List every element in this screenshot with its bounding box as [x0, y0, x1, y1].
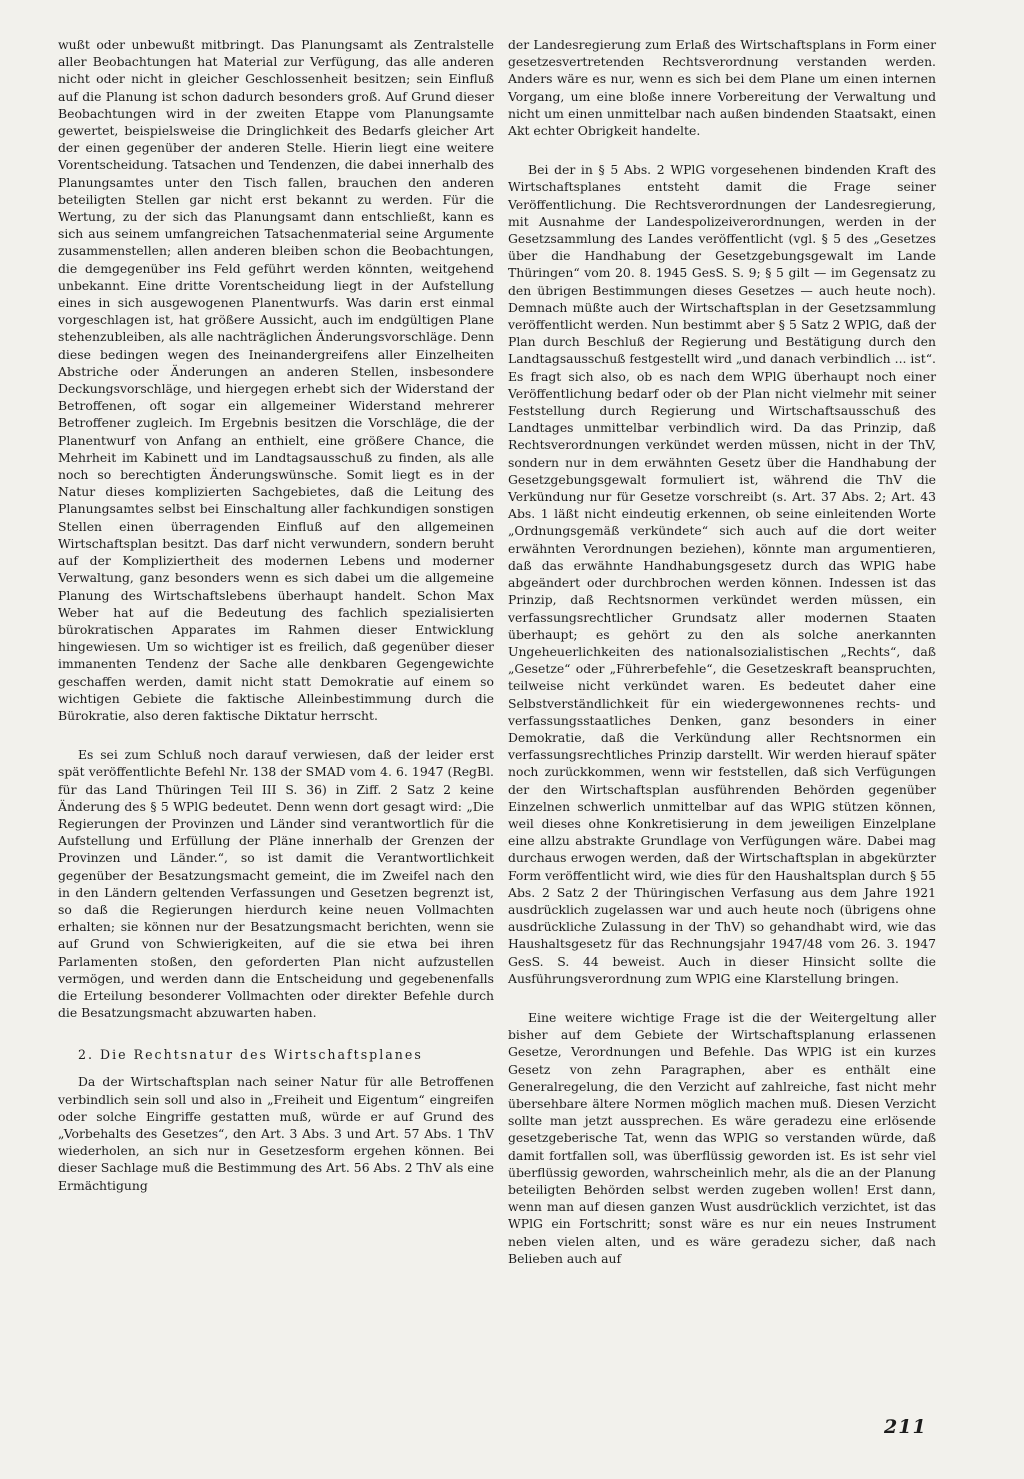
section-heading: 2. Die Rechtsnatur des Wirtschaftsplanes	[78, 1047, 423, 1063]
left-column	[58, 36, 494, 1194]
page-number: 211	[884, 1416, 927, 1438]
right-column	[508, 36, 936, 1267]
left-paragraph-2: Es sei zum Schluß noch darauf verwiesen, daß der leider erst spät veröffentlichte Befehl Nr. 138 der SMAD vom 4. 6. 1947 (RegBl. für das Land Thüringen Teil III S. 36) in Ziff. 2 Satz 2 keine Änderung des § 5 WPlG bedeutet. Denn wenn dort gesagt wird: „Die Regierungen der Provinzen und Länder sind verantwortlich für die Aufstellung und Erfüllung der Pläne innerhalb der Grenzen der Provinzen und Länder.“, so ist damit die Verantwortlichkeit gegenüber der Besatzungsmacht gemeint, die im Zweifel nach den in den Ländern geltenden Verfassungen und Gesetzen begrenzt ist, so daß die Regierungen hierdurch keine neuen Vollmachten erhalten; sie können nur der Besatzungsmacht berichten, wenn sie auf Grund von Schwierigkeiten, auf die sie etwa bei ihren Parlamenten stoßen, den geforderten Plan nicht aufzustellen vermögen, und werden dann die Entscheidung und gegebenenfalls die Erteilung besonderer Vollmachten oder direkter Befehle durch die Besatzungsmacht abzuwarten haben.	[58, 747, 494, 1021]
right-paragraph-2: Bei der in § 5 Abs. 2 WPlG vorgesehenen bindenden Kraft des Wirtschaftsplanes entsteht damit die Frage seiner Veröffentlichung. Die Rechtsverordnungen der Landesregierung, mit Ausnahme der Landespolizeiverordnungen, werden in der Gesetzsammlung des Landes veröffentlicht (vgl. § 5 des „Gesetzes über die Handhabung der Gesetzgebungsgewalt im Lande Thüringen“ vom 20. 8. 1945 GesS. S. 9; § 5 gilt — im Gegensatz zu den übrigen Bestimmungen dieses Gesetzes — auch heute noch). Demnach müßte auch der Wirtschaftsplan in der Gesetzsammlung veröffentlicht werden. Nun bestimmt aber § 5 Satz 2 WPlG, daß der Plan durch Beschluß der Regierung und Bestätigung durch den Landtagsausschuß festgestellt wird „und danach verbindlich ... ist“. Es fragt sich also, ob es nach dem WPlG überhaupt noch einer Veröffentlichung bedarf oder ob der Plan nicht vielmehr mit seiner Feststellung durch Regierung und Wirtschaftsausschuß des Landtages unmittelbar verbindlich wird. Da das Prinzip, daß Rechtsverordnungen verkündet werden müssen, nicht in der ThV, sondern nur in dem erwähnten Gesetz über die Handhabung der Gesetzgebungsgewalt formuliert ist, während die ThV die Verkündung nur für Gesetze vorschreibt (s. Art. 37 Abs. 2; Art. 43 Abs. 1 läßt nicht eindeutig erkennen, ob seine einleitenden Worte „Ordnungsgemäß verkündete“ sich auch auf die dort weiter erwähnten Verordnungen beziehen), könnte man argumentieren, daß das erwähnte Handhabungsgesetz durch das WPlG habe abgeändert oder durchbrochen werden können. Indessen ist das Prinzip, daß Rechtsnormen verkündet werden müssen, ein verfassungsrechtlicher Grundsatz aller modernen Staaten überhaupt; es gehört zu den als solche anerkannten Ungeheuerlichkeiten des nationalsozialistischen „Rechts“, daß „Gesetze“ oder „Führerbefehle“, die Gesetzeskraft beanspruchten, teilweise nicht verkündet waren. Es bedeutet daher eine Selbstverständlichkeit für ein wiedergewonnenes rechts- und verfassungsstaatliches Denken, ganz besonders in einer Demokratie, daß die Verkündung aller Rechtsnormen ein verfassungsrechtliches Prinzip darstellt. Wir werden hierauf später noch zurückkommen, wenn wir feststellen, daß sich Verfügungen der den Wirtschaftsplan ausführenden Behörden gegenüber Einzelnen schwerlich unmittelbar auf das WPlG stützen können, weil dieses ohne Konkretisierung in dem jeweiligen Einzelplane eine allzu abstrakte Grundlage von Verfügungen wäre. Dabei mag durchaus erwogen werden, daß der Wirtschaftsplan in abgekürzter Form veröffentlicht wird, wie dies für den Haushaltsplan durch § 55 Abs. 2 Satz 2 der Thüringischen Verfasung aus dem Jahre 1921 ausdrücklich zugelassen war und auch heute noch (übrigens ohne ausdrückliche Zulassung in der ThV) so gehandhabt wird, wie das Haushaltsgesetz für das Rechnungsjahr 1947/48 vom 26. 3. 1947 GesS. S. 44 beweist. Auch in dieser Hinsicht sollte die Ausführungsverordnung zum WPlG eine Klarstellung bringen.	[508, 162, 936, 986]
right-paragraph-3: Eine weitere wichtige Frage ist die der Weitergeltung aller bisher auf dem Gebiete der Wirtschaftsplanung erlassenen Gesetze, Verordnungen und Befehle. Das WPlG ist ein kurzes Gesetz von zehn Paragraphen, aber es enthält eine Generalregelung, die den Verzicht auf zahlreiche, fast nicht mehr übersehbare ältere Normen möglich machen muß. Diesen Verzicht sollte man jetzt aussprechen. Es wäre geradezu eine erlösende gesetzgeberische Tat, wenn das WPlG so verstanden würde, daß damit fortfallen soll, was überflüssig geworden ist. Es ist sehr viel überflüssig geworden, wahrscheinlich mehr, als die an der Planung beteiligten Behörden selbst werden zugeben wollen! Erst dann, wenn man auf diesen ganzen Wust ausdrücklich verzichtet, ist das WPlG ein Fortschritt; sonst wäre es nur ein neues Instrument neben vielen alten, und es wäre geradezu sicher, daß nach Belieben auch auf	[508, 1009, 936, 1266]
left-paragraph-3: Da der Wirtschaftsplan nach seiner Natur für alle Betroffenen verbindlich sein soll und also in „Freiheit und Eigentum“ eingreifen oder solche Eingriffe gestatten muß, würde er auf Grund des „Vorbehalts des Gesetzes“, den Art. 3 Abs. 3 und Art. 57 Abs. 1 ThV wiederholen, an sich nur in Gesetzesform ergehen können. Bei dieser Sachlage muß die Bestimmung des Art. 56 Abs. 2 ThV als eine Ermächtigung	[58, 1074, 494, 1193]
left-paragraph-1: wußt oder unbewußt mitbringt. Das Planungsamt als Zentralstelle aller Beobachtungen hat Material zur Verfügung, das alle anderen nicht oder nicht in gleicher Geschlossenheit besitzen; sein Einfluß auf die Planung ist schon dadurch besonders groß. Auf Grund dieser Beobachtungen wird in der zweiten Etappe vom Planungsamte gewertet, beispielsweise die Dringlichkeit des Bedarfs gleicher Art der einen gegenüber der anderen Stelle. Hierin liegt eine weitere Vorentscheidung. Tatsachen und Tendenzen, die dabei innerhalb des Planungsamtes unter den Tisch fallen, brauchen den anderen beteiligten Stellen gar nicht erst bekannt zu werden. Für die Wertung, zu der sich das Planungsamt dann entschließt, kann es sich aus seinem umfangreichen Tatsachenmaterial seine Argumente zusammenstellen; allen anderen bleiben schon die Beobachtungen, die demgegenüber ins Feld geführt werden könnten, weitgehend unbekannt. Eine dritte Vorentscheidung liegt in der Aufstellung eines in sich ausgewogenen Planentwurfs. Was darin erst einmal vorgeschlagen ist, hat größere Aussicht, auch im endgültigen Plane stehenzubleiben, als alle nachträglichen Änderungsvorschläge. Denn diese bedingen wegen des Ineinandergreifens aller Einzelheiten Abstriche oder Änderungen an anderen Stellen, insbesondere Deckungsvorschläge, und hiergegen erhebt sich der Widerstand der Betroffenen, oft sogar ein allgemeiner Widerstand mehrerer Betroffener zugleich. Im Ergebnis besitzen die Vorschläge, die der Planentwurf von Anfang an enthielt, eine größere Chance, die Mehrheit im Kabinett und im Landtagsausschuß zu finden, als alle noch so berechtigten Änderungswünsche. Somit liegt es in der Natur dieses komplizierten Sachgebietes, daß die Leitung des Planungsamtes selbst bei Einschaltung aller fachkundigen sonstigen Stellen einen überragenden Einfluß auf den allgemeinen Wirtschaftsplan besitzt. Das darf nicht verwundern, sondern beruht auf der Kompliziertheit des modernen Lebens und moderner Verwaltung, ganz besonders wenn es sich dabei um die allgemeine Planung des Wirtschaftslebens überhaupt handelt. Schon Max Weber hat auf die Bedeutung des fachlich spezialisierten bürokratischen Apparates im Rahmen dieser Entwicklung hingewiesen. Um so wichtiger ist es freilich, daß gegenüber dieser immanenten Tendenz der Sache alle denkbaren Gegengewichte geschaffen werden, damit nicht statt Demokratie auf einem so wichtigen Gebiete die faktische Alleinbestimmung durch die Bürokratie, also deren faktische Diktatur herrscht.	[58, 37, 494, 723]
right-paragraph-1: der Landesregierung zum Erlaß des Wirtschaftsplans in Form einer gesetzesvertretenden Rechtsverordnung verstanden werden. Anders wäre es nur, wenn es sich bei dem Plane um einen internen Vorgang, um eine bloße innere Vorbereitung der Verwaltung und nicht um einen unmittelbar nach außen bindenden Staatsakt, einen Akt echter Obrigkeit handelte.	[508, 37, 936, 139]
